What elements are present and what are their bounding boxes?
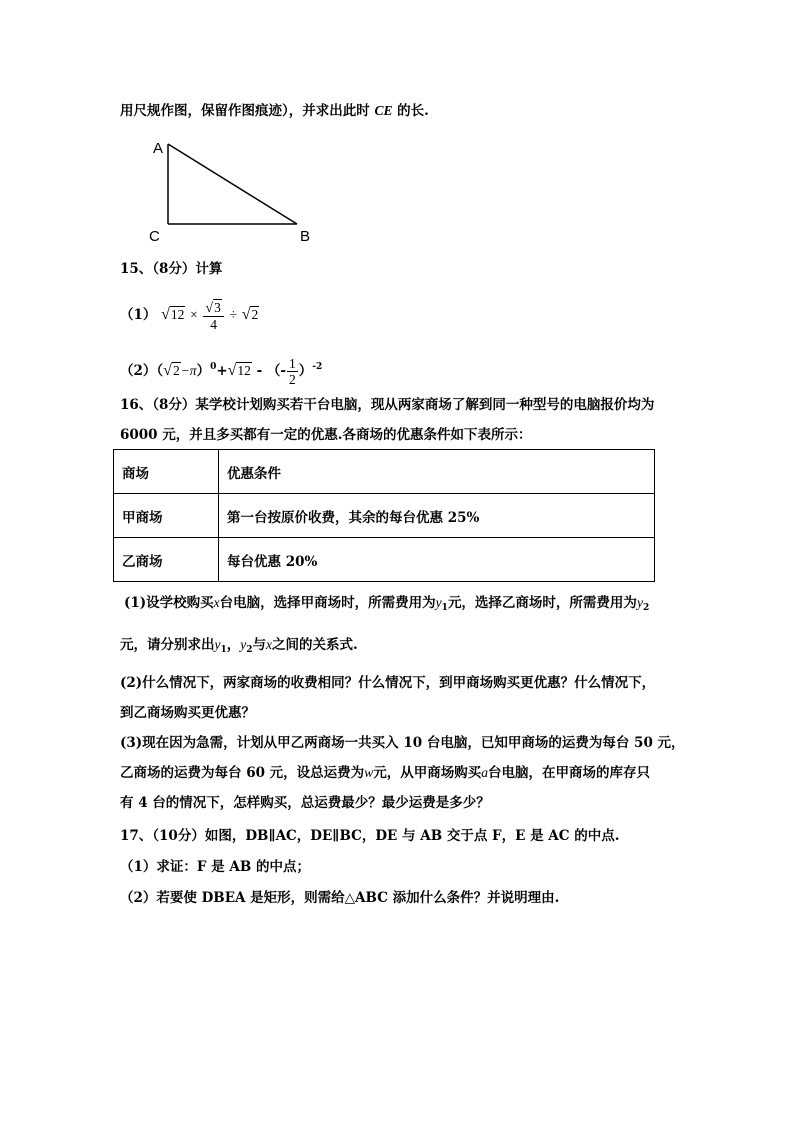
q15-p2-label: （2）（ <box>120 363 164 379</box>
q15-heading: 15、（8分）计算 <box>120 261 223 277</box>
table-header-cell: 商场 <box>114 450 219 494</box>
q16-line2: 6000 元，并且多买都有一定的优惠.各商场的优惠条件如下表所示： <box>120 427 532 443</box>
var-y2: y <box>636 595 643 610</box>
triangle-label-b: B <box>300 228 311 245</box>
exponent-zero: 0 <box>210 362 217 372</box>
sqrt-12: √12 <box>161 306 185 323</box>
q16-sub3-line3: 有 4 台的情况下，怎样购买，总运费最少？最少运费是多少？ <box>120 795 490 811</box>
fraction-one-half: $\frac{1}{2}$ <box>289 356 296 387</box>
discount-table <box>113 449 655 582</box>
q17-line3: （2）若要使 DBEA 是矩形，则需给△ABC 添加什么条件？并说明理由. <box>120 890 560 906</box>
fraction-sqrt3-over-4: $\frac{√3}{4}$ <box>203 300 223 332</box>
table-header-cell: 优惠条件 <box>219 450 655 494</box>
q15-p1-label: （1） <box>120 307 157 323</box>
q16-sub2-line2: 到乙商场购买更优惠？ <box>120 705 255 721</box>
q16-sub2-line1: (2)什么情况下，两家商场的收费相同？什么情况下，到甲商场购买更优惠？什么情况下， <box>120 675 656 691</box>
q15-part1 <box>120 298 259 332</box>
table-row <box>114 494 655 538</box>
intro-var-ce: CE <box>374 103 393 118</box>
var-x: x <box>213 595 220 610</box>
var-y1: y <box>435 595 442 610</box>
divide-sign: ÷ <box>229 307 237 322</box>
triangle-figure <box>140 134 330 250</box>
triangle-label-c: C <box>149 228 160 245</box>
triangle-side-ab <box>168 144 297 224</box>
var-a: a <box>481 765 488 780</box>
times-sign: × <box>190 307 198 322</box>
intro-text: 用尺规作图，保留作图痕迹），并求出此时 <box>120 103 375 119</box>
table-cell: 甲商场 <box>114 494 219 538</box>
exponent-neg-two: -2 <box>312 362 323 372</box>
table-cell: 每台优惠 20% <box>219 538 655 582</box>
table-cell: 乙商场 <box>114 538 219 582</box>
q17-line2: （1）求证：F 是 AB 的中点； <box>120 859 310 875</box>
intro-text-end: 的长. <box>392 103 429 119</box>
q17-line1: 17、（10分）如图，DB∥AC，DE∥BC，DE 与 AB 交于点 F，E 是 AC 的中点. <box>120 828 620 844</box>
var-w: w <box>364 765 374 780</box>
table-header-row <box>114 450 655 494</box>
sqrt-2: √2 <box>241 306 259 323</box>
sqrt-2-b: √2 <box>163 362 180 379</box>
minus-pi: −π <box>180 363 197 378</box>
q16-sub3-line1: (3)现在因为急需，计划从甲乙两商场一共买入 10 台电脑，已知甲商场的运费为每台 50 元， <box>120 735 685 751</box>
sqrt-12-b: √12 <box>227 362 251 379</box>
table-cell: 第一台按原价收费，其余的每台优惠 25% <box>219 494 655 538</box>
q16-sub1-line2: 元，请分别求出$y_1$，$y_2$与x之间的关系式. <box>120 637 358 655</box>
table-row <box>114 538 655 582</box>
q15-part2: $(2)(√2-\pi)^0+√12$ - （- $\frac{1}{2}$ ）$^{-2}$ <box>120 356 323 387</box>
intro-line <box>120 102 429 120</box>
q16-sub3-line2: 乙商场的运费为每台 60 元，设总运费为w元，从甲商场购买a台电脑，在甲商场的库存只 <box>120 765 650 781</box>
triangle-label-a: A <box>153 140 164 157</box>
q16-sub1-line1: (1)设学校购买x台电脑，选择甲商场时，所需费用为$y_1$元，选择乙商场时，所需费用为$y_2$ <box>124 595 650 613</box>
q16-line1: 16、（8分）某学校计划购买若干台电脑，现从两家商场了解到同一种型号的电脑报价均为 <box>120 397 655 413</box>
